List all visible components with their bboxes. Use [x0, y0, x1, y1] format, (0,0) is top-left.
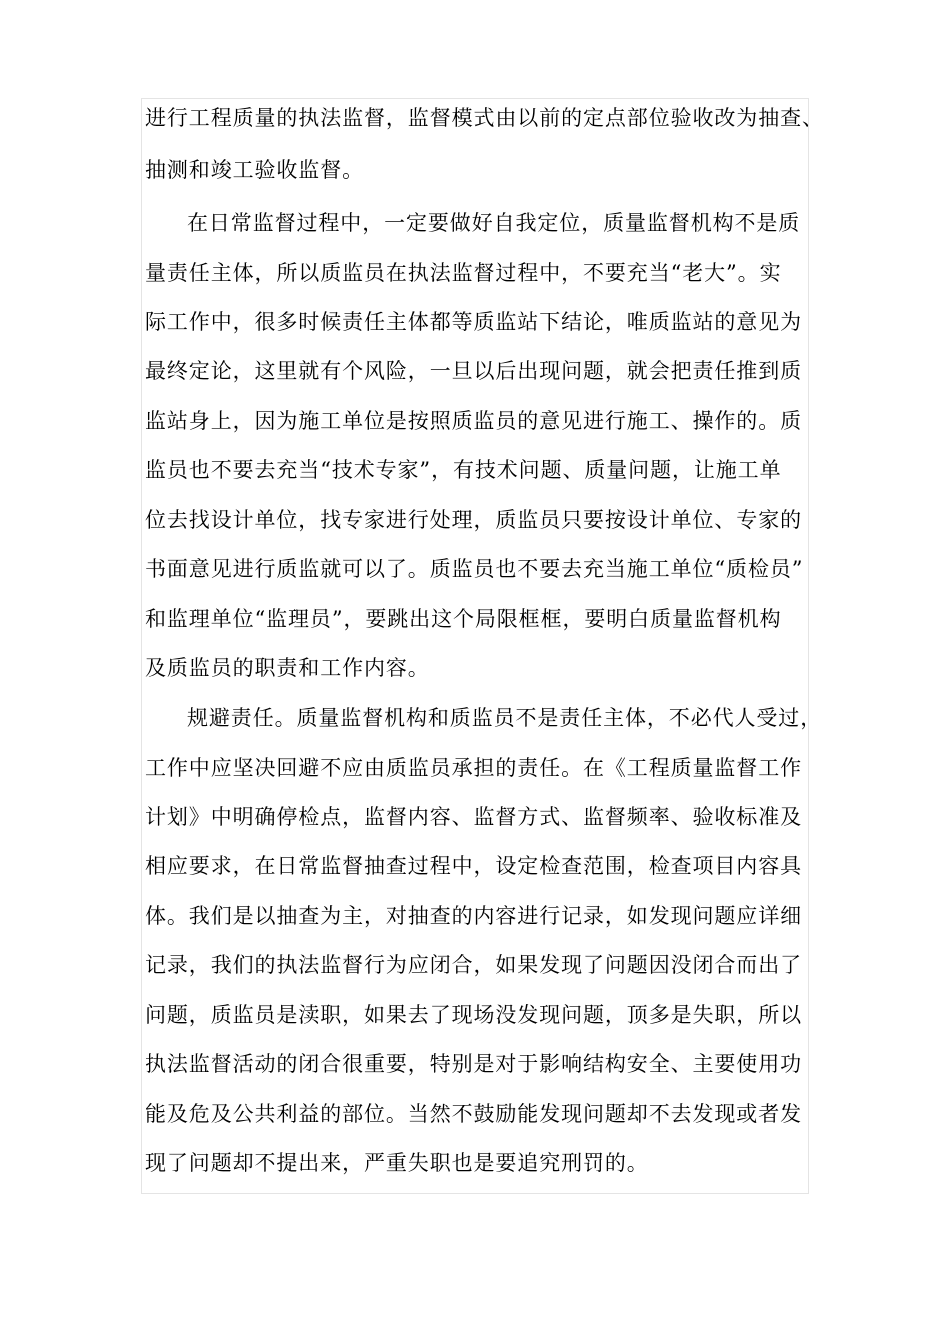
paragraph-3-line-6: 记录，我们的执法监督行为应闭合，如果发现了问题因没闭合而出了 [145, 953, 802, 977]
paragraph-3-line-8: 执法监督活动的闭合很重要，特别是对于影响结构安全、主要使用功 [145, 1052, 802, 1076]
paragraph-2-line-4: 最终定论，这里就有个风险，一旦以后出现问题，就会把责任推到质 [145, 359, 802, 383]
paragraph-2-line-9: 和监理单位“监理员”，要跳出这个局限框框，要明白质量监督机构 [145, 607, 782, 631]
paragraph-2-line-1: 在日常监督过程中，一定要做好自我定位，质量监督机构不是质 [187, 211, 801, 235]
paragraph-3-line-10: 现了问题却不提出来，严重失职也是要追究刑罚的。 [145, 1151, 649, 1175]
paragraph-3-line-1: 规避责任。质量监督机构和质监员不是责任主体，不必代人受过， [187, 706, 823, 730]
paragraph-3-line-5: 体。我们是以抽查为主，对抽查的内容进行记录，如发现问题应详细 [145, 904, 802, 928]
paragraph-1-line-1: 进行工程质量的执法监督，监督模式由以前的定点部位验收改为抽查、 [145, 106, 824, 130]
paragraph-1-line-2: 抽测和竣工验收监督。 [145, 158, 364, 182]
paragraph-3-line-9: 能及危及公共利益的部位。当然不鼓励能发现问题却不去发现或者发 [145, 1102, 802, 1126]
paragraph-3-line-3: 计划》中明确停检点，监督内容、监督方式、监督频率、验收标准及 [145, 805, 802, 829]
paragraph-3-line-4: 相应要求，在日常监督抽查过程中，设定检查范围，检查项目内容具 [145, 854, 802, 878]
paragraph-3-line-7: 问题，质监员是渎职，如果去了现场没发现问题，顶多是失职，所以 [145, 1003, 802, 1027]
paragraph-2-line-5: 监站身上，因为施工单位是按照质监员的意见进行施工、操作的。质 [145, 409, 802, 433]
paragraph-2-line-2: 量责任主体，所以质监员在执法监督过程中，不要充当“老大”。实 [145, 261, 782, 285]
paragraph-2-line-3: 际工作中，很多时候责任主体都等质监站下结论，唯质监站的意见为 [145, 310, 802, 334]
paragraph-2-line-8: 书面意见进行质监就可以了。质监员也不要去充当施工单位“质检员” [145, 557, 804, 581]
paragraph-2-line-6: 监员也不要去充当“技术专家”，有技术问题、质量问题，让施工单 [145, 458, 782, 482]
paragraph-2-line-10: 及质监员的职责和工作内容。 [145, 656, 430, 680]
paragraph-2-line-7: 位去找设计单位，找专家进行处理，质监员只要按设计单位、专家的 [145, 508, 802, 532]
paragraph-3-line-2: 工作中应坚决回避不应由质监员承担的责任。在《工程质量监督工作 [145, 756, 802, 780]
